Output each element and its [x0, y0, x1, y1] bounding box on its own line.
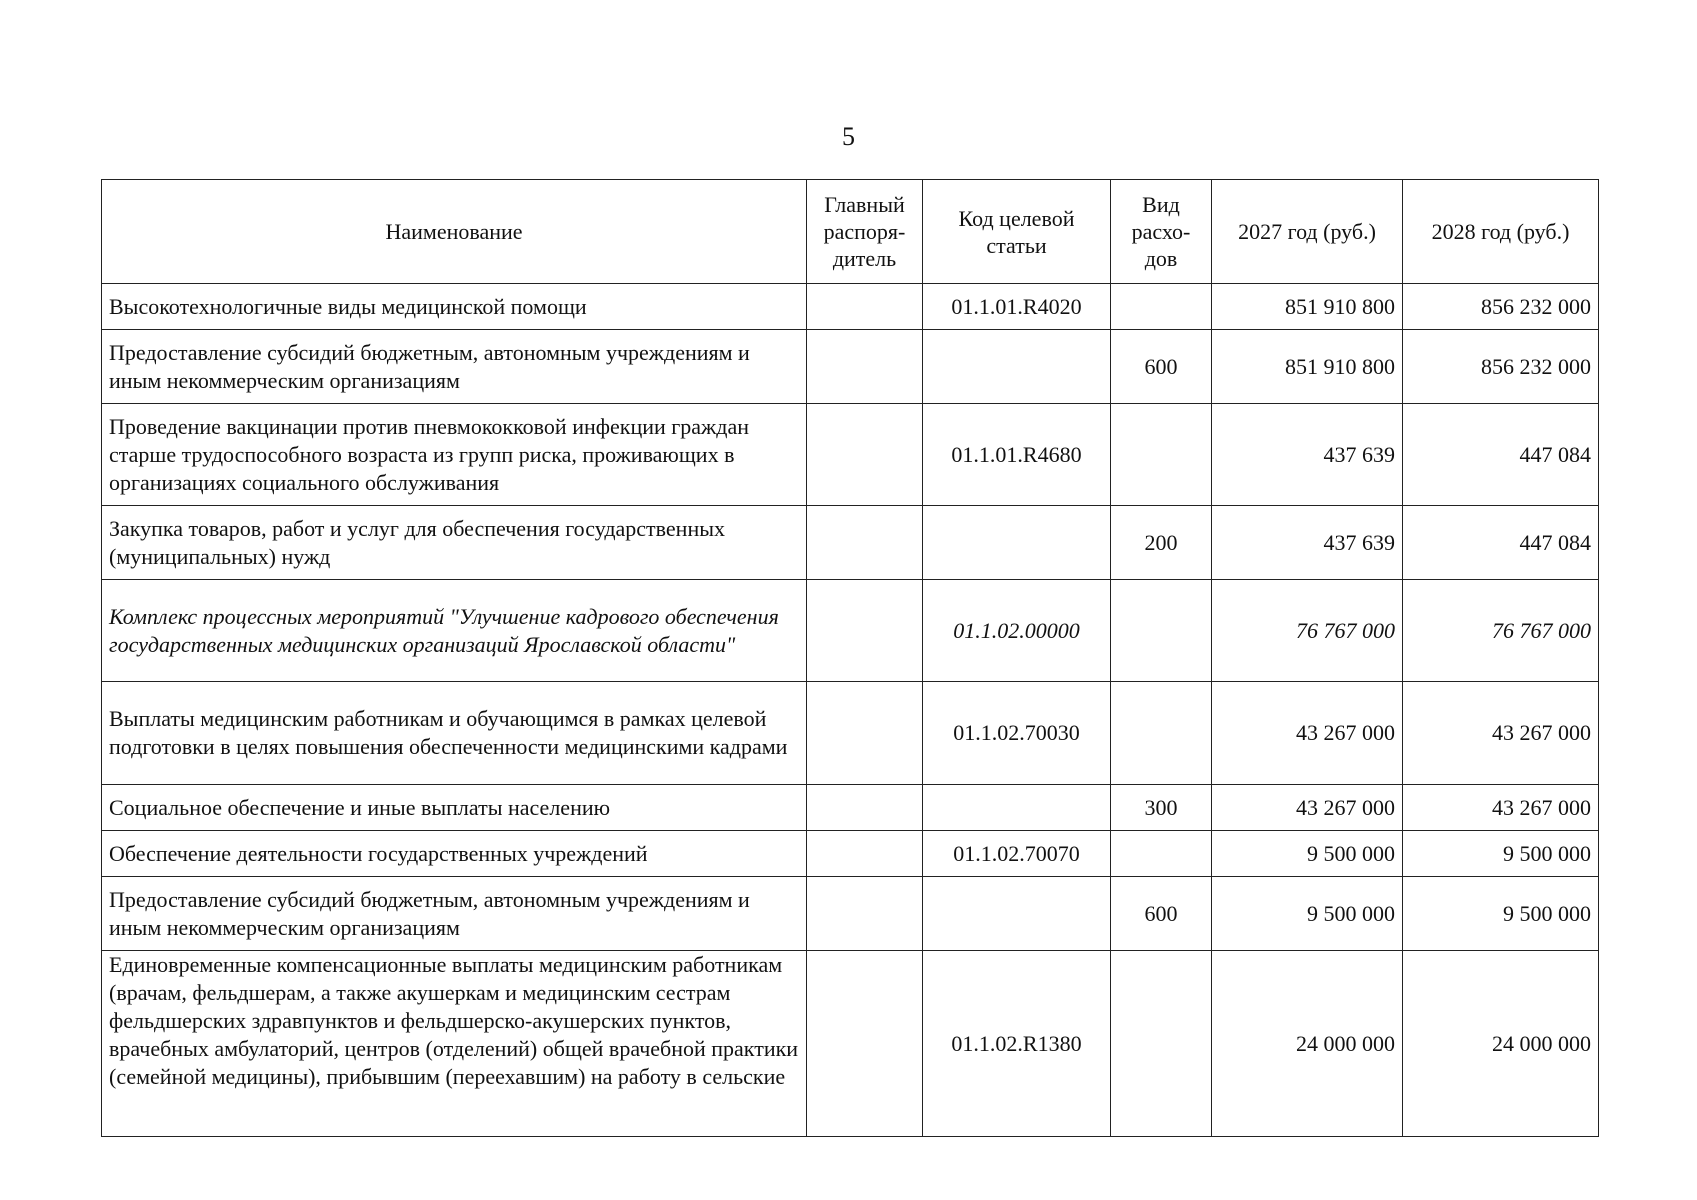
row-kind [1111, 951, 1212, 1137]
table-row [102, 877, 1599, 951]
row-kind: 200 [1111, 506, 1212, 580]
row-amount-2028: 43 267 000 [1403, 785, 1599, 831]
table-row [102, 580, 1599, 682]
row-code: 01.1.02.70070 [923, 831, 1111, 877]
row-manager [807, 785, 923, 831]
header-2027: 2027 год (руб.) [1212, 180, 1403, 284]
row-name: Проведение вакцинации против пневмококковой инфекции граждан старше трудоспособного возраста из групп риска, проживающих в организациях социального обслуживания [102, 404, 807, 506]
row-code: 01.1.01.R4680 [923, 404, 1111, 506]
row-name: Высокотехнологичные виды медицинской помощи [102, 284, 807, 330]
page-number: 5 [842, 122, 855, 151]
row-amount-2027: 437 639 [1212, 506, 1403, 580]
table-row [102, 330, 1599, 404]
row-kind [1111, 682, 1212, 785]
row-kind [1111, 284, 1212, 330]
row-kind: 600 [1111, 877, 1212, 951]
row-amount-2028: 43 267 000 [1403, 682, 1599, 785]
row-amount-2027: 851 910 800 [1212, 330, 1403, 404]
header-manager: Главный распоря- дитель [807, 180, 923, 284]
row-amount-2027: 851 910 800 [1212, 284, 1403, 330]
row-name: Комплекс процессных мероприятий "Улучшение кадрового обеспечения государственных медицинских организаций Ярославской области" [102, 580, 807, 682]
row-name: Предоставление субсидий бюджетным, автономным учреждениям и иным некоммерческим организациям [102, 877, 807, 951]
row-name: Выплаты медицинским работникам и обучающимся в рамках целевой подготовки в целях повышения обеспеченности медицинскими кадрами [102, 682, 807, 785]
row-name: Единовременные компенсационные выплаты медицинским работникам (врачам, фельдшерам, а также акушеркам и медицинским сестрам фельдшерских здравпунктов и фельдшерско-акушерских пунктов, врачебных амбулаторий, центров (отделений) общей врачебной практики (семейной медицины), прибывшим (переехавшим) на работу в сельские [102, 951, 807, 1137]
table-row [102, 284, 1599, 330]
budget-table [101, 179, 1599, 1137]
row-manager [807, 831, 923, 877]
row-amount-2027: 43 267 000 [1212, 785, 1403, 831]
row-code [923, 785, 1111, 831]
row-manager [807, 951, 923, 1137]
row-kind [1111, 404, 1212, 506]
row-amount-2027: 43 267 000 [1212, 682, 1403, 785]
row-code: 01.1.02.70030 [923, 682, 1111, 785]
header-kind: Вид расхо- дов [1111, 180, 1212, 284]
row-amount-2028: 856 232 000 [1403, 284, 1599, 330]
row-amount-2028: 856 232 000 [1403, 330, 1599, 404]
row-amount-2028: 447 084 [1403, 506, 1599, 580]
table-row [102, 951, 1599, 1137]
row-code [923, 877, 1111, 951]
table-row [102, 404, 1599, 506]
header-code: Код целевой статьи [923, 180, 1111, 284]
row-manager [807, 682, 923, 785]
row-manager [807, 506, 923, 580]
row-amount-2028: 9 500 000 [1403, 877, 1599, 951]
row-code [923, 330, 1111, 404]
row-manager [807, 877, 923, 951]
row-kind: 300 [1111, 785, 1212, 831]
row-amount-2028: 24 000 000 [1403, 951, 1599, 1137]
row-code: 01.1.02.R1380 [923, 951, 1111, 1137]
row-amount-2027: 9 500 000 [1212, 877, 1403, 951]
table-row [102, 785, 1599, 831]
row-code [923, 506, 1111, 580]
row-amount-2027: 437 639 [1212, 404, 1403, 506]
row-amount-2027: 24 000 000 [1212, 951, 1403, 1137]
row-name: Социальное обеспечение и иные выплаты населению [102, 785, 807, 831]
row-amount-2028: 76 767 000 [1403, 580, 1599, 682]
row-name: Закупка товаров, работ и услуг для обеспечения государственных (муниципальных) нужд [102, 506, 807, 580]
table-row [102, 682, 1599, 785]
row-kind: 600 [1111, 330, 1212, 404]
row-manager [807, 580, 923, 682]
row-name: Предоставление субсидий бюджетным, автономным учреждениям и иным некоммерческим организациям [102, 330, 807, 404]
table-row [102, 506, 1599, 580]
header-name: Наименование [102, 180, 807, 284]
table-row [102, 831, 1599, 877]
row-code: 01.1.02.00000 [923, 580, 1111, 682]
row-kind [1111, 831, 1212, 877]
row-amount-2028: 9 500 000 [1403, 831, 1599, 877]
row-name: Обеспечение деятельности государственных учреждений [102, 831, 807, 877]
row-manager [807, 284, 923, 330]
table-header-row [102, 180, 1599, 284]
header-2028: 2028 год (руб.) [1403, 180, 1599, 284]
row-code: 01.1.01.R4020 [923, 284, 1111, 330]
row-amount-2027: 9 500 000 [1212, 831, 1403, 877]
row-manager [807, 330, 923, 404]
row-manager [807, 404, 923, 506]
row-amount-2028: 447 084 [1403, 404, 1599, 506]
row-kind [1111, 580, 1212, 682]
row-amount-2027: 76 767 000 [1212, 580, 1403, 682]
